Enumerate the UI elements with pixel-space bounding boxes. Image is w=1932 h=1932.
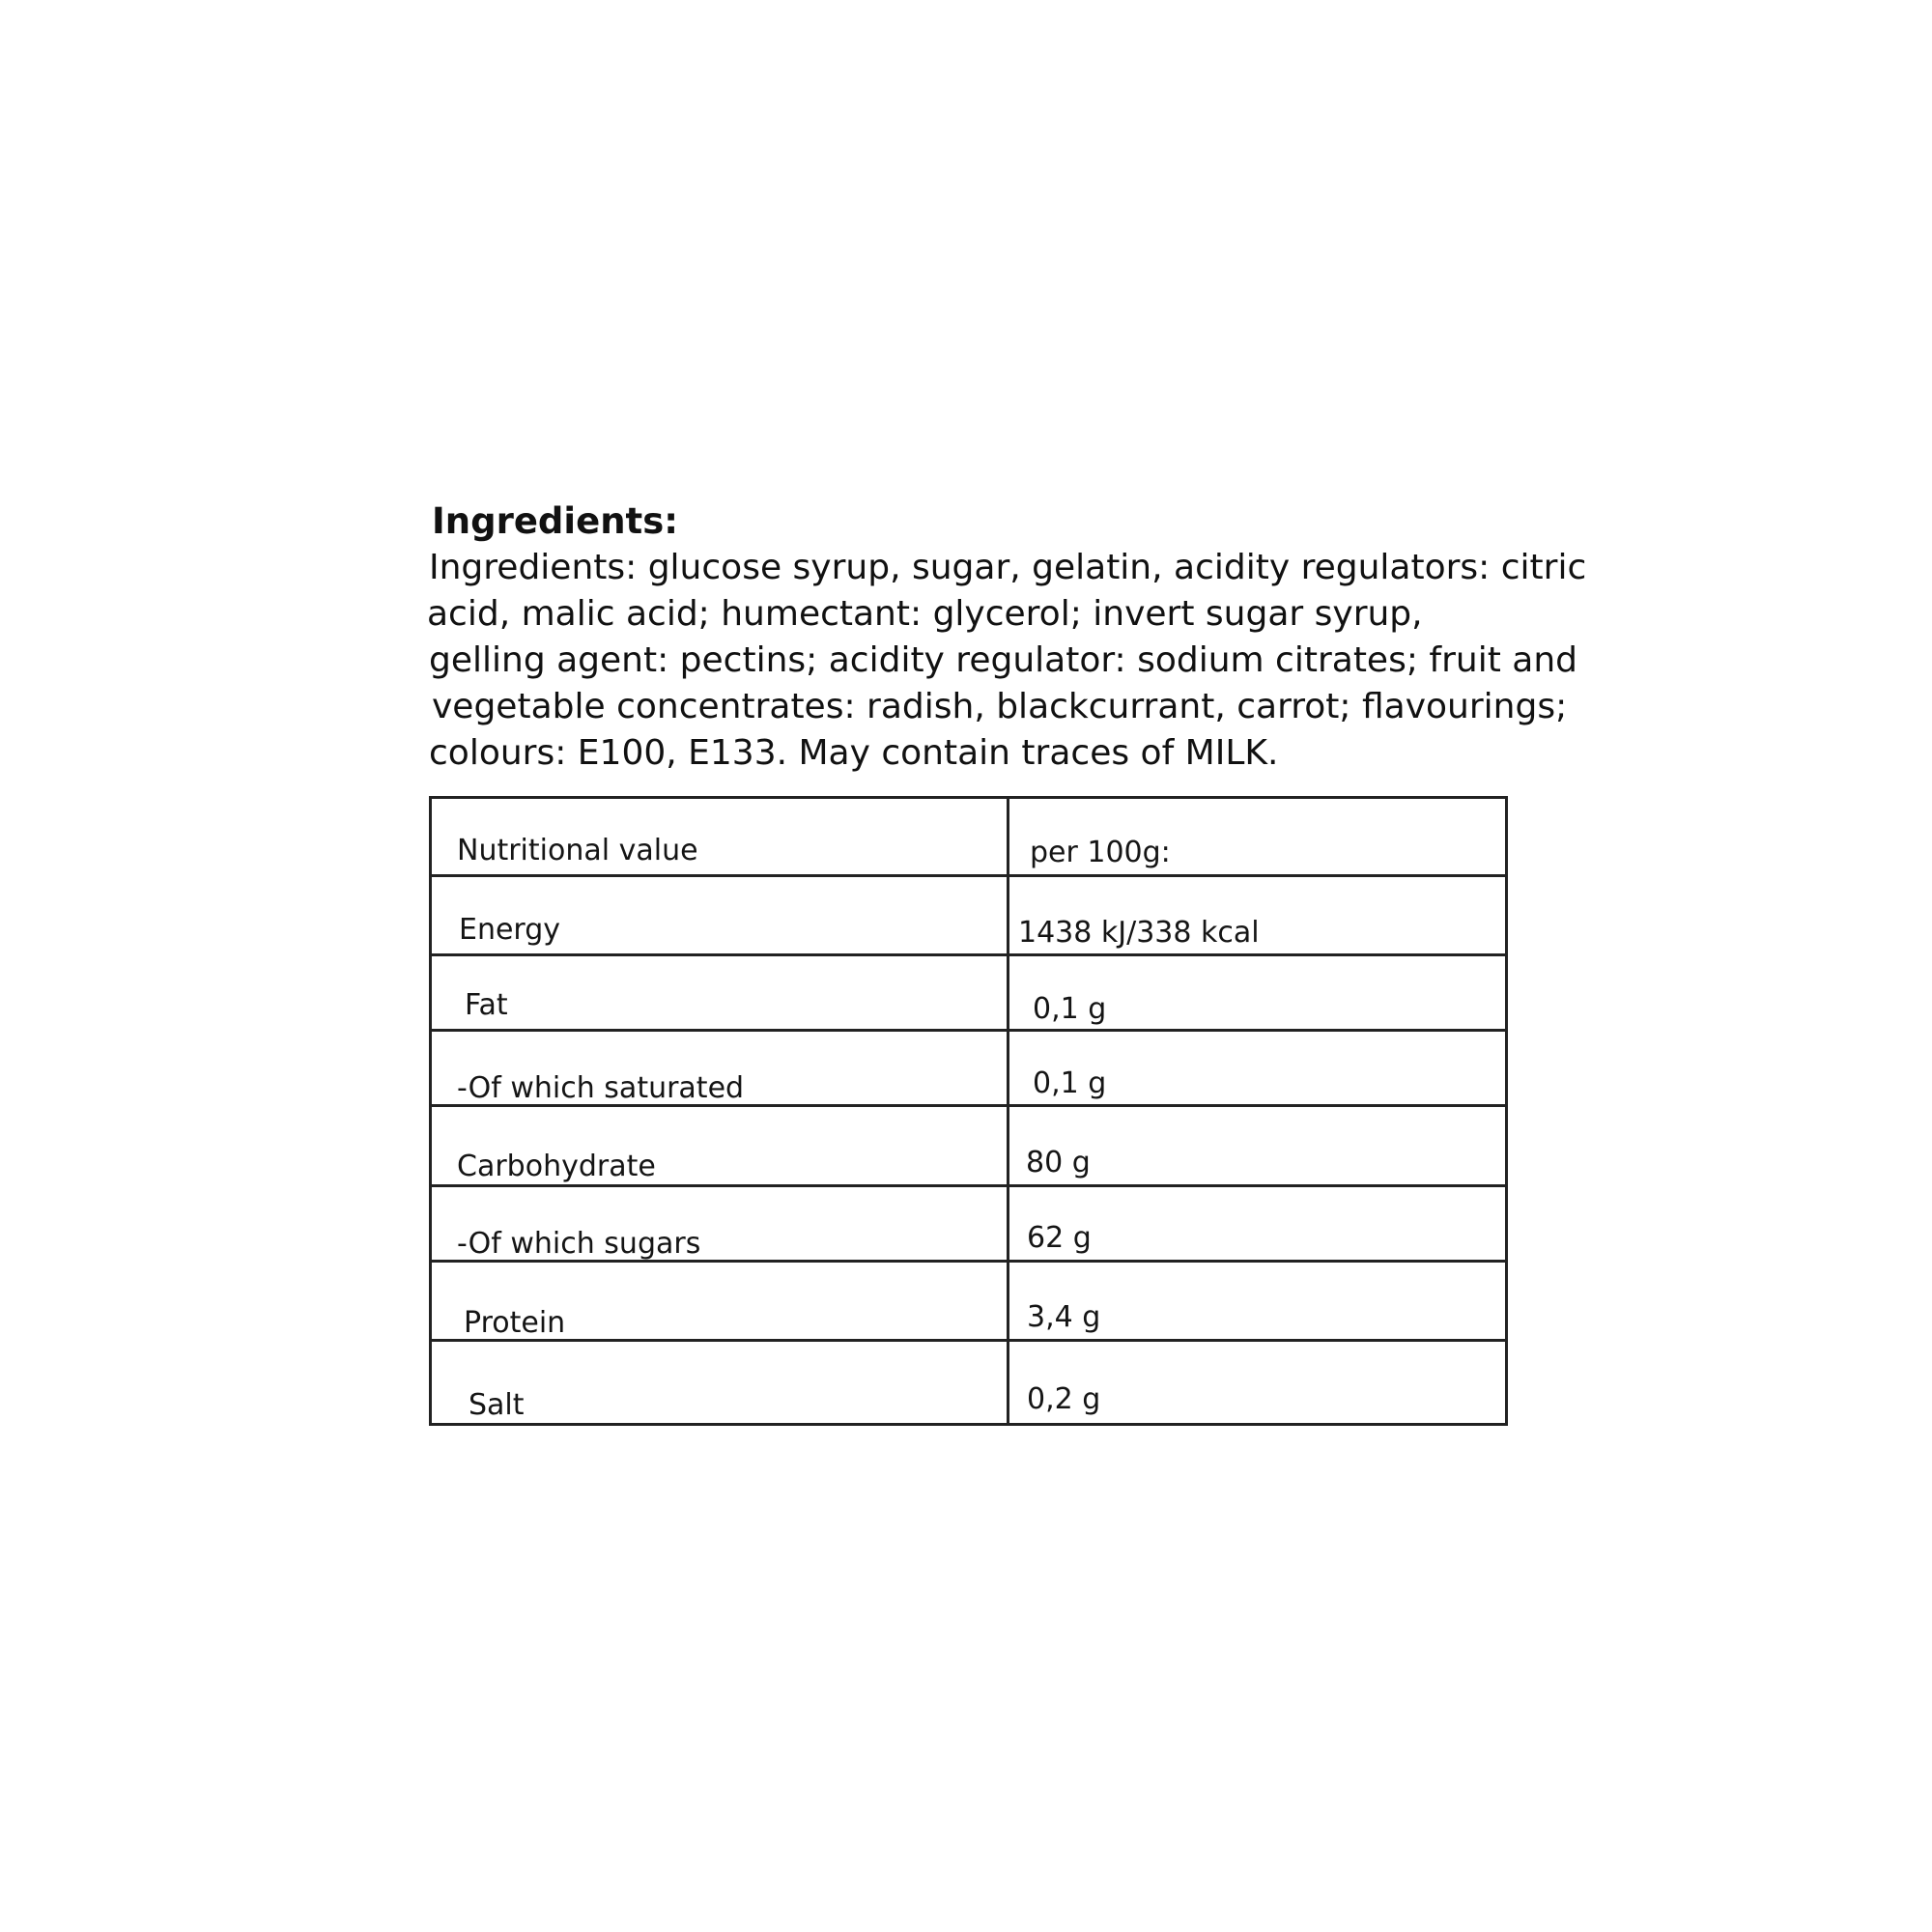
ingredients-line: vegetable concentrates: radish, blackcurrant, carrot; flavourings; (432, 687, 1568, 726)
ingredients-text (427, 545, 1587, 777)
row-value: 1438 kJ/338 kcal (1018, 916, 1260, 950)
table-row (432, 1342, 1505, 1423)
table-header-row (432, 799, 1505, 877)
row-value: 80 g (1026, 1146, 1091, 1179)
row-label: Salt (469, 1388, 525, 1422)
row-label: Fat (465, 988, 508, 1022)
row-value: 62 g (1027, 1221, 1092, 1255)
row-value: 0,1 g (1033, 1066, 1107, 1100)
row-value: 0,2 g (1027, 1382, 1101, 1416)
row-label: -Of which saturated (457, 1071, 745, 1105)
ingredients-line: Ingredients: glucose syrup, sugar, gelatin, acidity regulators: citric (429, 548, 1587, 587)
ingredients-section (427, 498, 1587, 777)
ingredients-heading: Ingredients: (432, 500, 679, 542)
row-label: Protein (464, 1306, 566, 1340)
table-row (432, 956, 1505, 1032)
table-row (432, 1107, 1505, 1187)
row-label: -Of which sugars (457, 1227, 701, 1261)
ingredients-line: gelling agent: pectins; acidity regulator: sodium citrates; fruit and (429, 640, 1577, 680)
table-row (432, 877, 1505, 956)
row-label: Energy (459, 913, 561, 947)
ingredients-line: acid, malic acid; humectant: glycerol; invert sugar syrup, (427, 594, 1423, 634)
table-row (432, 1187, 1505, 1263)
nutrition-table (429, 796, 1508, 1426)
row-label: Carbohydrate (457, 1150, 656, 1183)
table-row (432, 1263, 1505, 1342)
ingredients-line: colours: E100, E133. May contain traces of MILK. (429, 733, 1279, 773)
header-value: per 100g: (1030, 836, 1171, 869)
row-value: 3,4 g (1027, 1300, 1101, 1334)
row-value: 0,1 g (1033, 992, 1107, 1026)
table-row (432, 1032, 1505, 1107)
header-label: Nutritional value (457, 834, 698, 867)
